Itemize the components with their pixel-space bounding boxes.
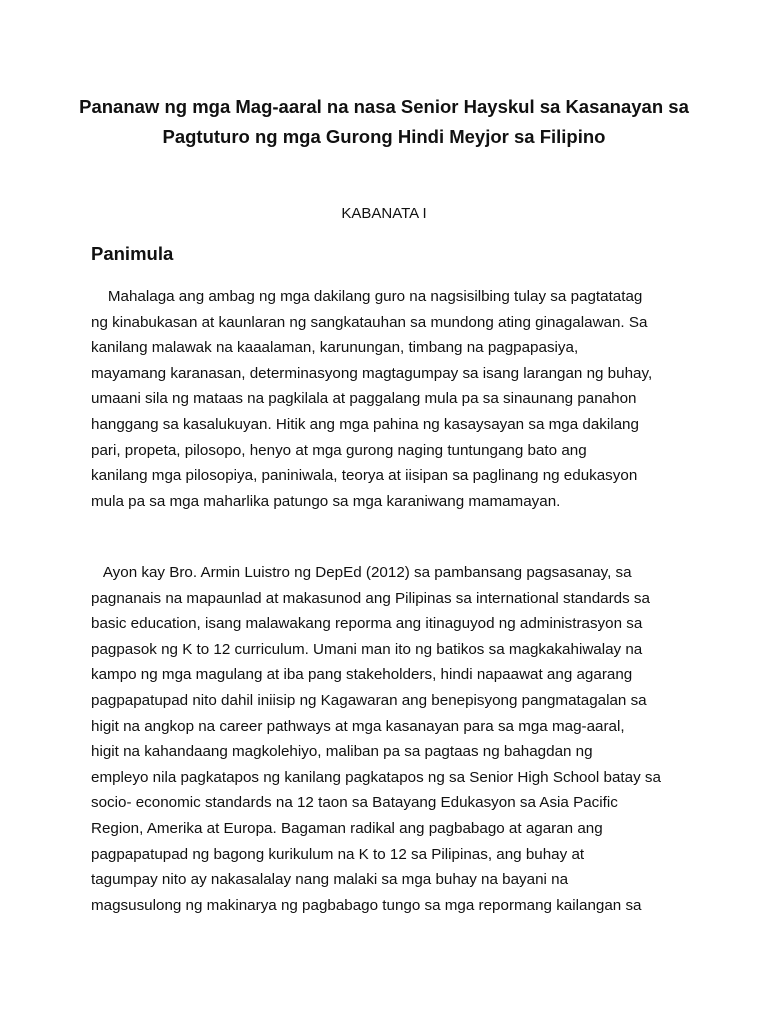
paragraph-line: ng kinabukasan at kaunlaran ng sangkatauhan sa mundong ating ginagalawan. Sa xyxy=(91,313,648,331)
paragraph-line: Mahalaga ang ambag ng mga dakilang guro na nagsisilbing tulay sa pagtatatag xyxy=(91,288,643,305)
document-title xyxy=(60,92,708,152)
paragraph-line: hanggang sa kasalukuyan. Hitik ang mga pahina ng kasaysayan sa mga dakilang xyxy=(91,415,639,433)
paragraph-introduction xyxy=(91,284,691,514)
paragraph-line: Region, Amerika at Europa. Bagaman radikal ang pagbabago at agaran ang xyxy=(91,819,603,837)
paragraph-line: umaani sila ng mataas na pagkilala at paggalang mula pa sa sinaunang panahon xyxy=(91,390,637,408)
paragraph-line: kampo ng mga magulang at iba pang stakeholders, hindi napaawat ang agarang xyxy=(91,666,633,684)
paragraph-line: socio- economic standards na 12 taon sa Batayang Edukasyon sa Asia Pacific xyxy=(91,794,618,812)
paragraph-line: higit na angkop na career pathways at mga kasanayan para sa mga mag-aaral, xyxy=(91,717,625,735)
paragraph-line: kanilang malawak na kaaalaman, karunungan, timbang na pagpapasiya, xyxy=(91,339,579,357)
paragraph-line: mayamang karanasan, determinasyong magtagumpay sa isang larangan ng buhay, xyxy=(91,364,653,382)
paragraph-line: pagpasok ng K to 12 curriculum. Umani man ito ng batikos sa magkakahiwalay na xyxy=(91,640,643,658)
chapter-label: KABANATA I xyxy=(341,205,427,222)
paragraph-k12-reform xyxy=(91,560,691,918)
paragraph-line: pagpapatupad nito dahil iniisip ng Kagawaran ang benepisyong pangmatagalan sa xyxy=(91,691,647,709)
paragraph-line: pagpapatupad ng bagong kurikulum na K to 12 sa Pilipinas, ang buhay at xyxy=(91,845,585,863)
paragraph-line: basic education, isang malawakang reporma ang itinaguyod ng administrasyon sa xyxy=(91,615,643,633)
paragraph-line: kanilang mga pilosopiya, paniniwala, teorya at iisipan sa paglinang ng edukasyon xyxy=(91,467,638,485)
paragraph-line: higit na kahandaang magkolehiyo, maliban pa sa pagtaas ng bahagdan ng xyxy=(91,743,593,761)
paragraph-line: magsusulong ng makinarya ng pagbabago tungo sa mga repormang kailangan sa xyxy=(91,896,642,914)
paragraph-line: empleyo nila pagkatapos ng kanilang pagkatapos ng sa Senior High School batay sa xyxy=(91,768,661,786)
paragraph-line: pagnanais na mapaunlad at makasunod ang Pilipinas sa international standards sa xyxy=(91,589,650,607)
title-line: Pananaw ng mga Mag-aaral na nasa Senior Hayskul sa Kasanayan sa xyxy=(79,96,689,117)
paragraph-line: Ayon kay Bro. Armin Luistro ng DepEd (2012) sa pambansang pagsasanay, sa xyxy=(91,564,632,581)
paragraph-line: tagumpay nito ay nakasalalay nang malaki sa mga buhay na bayani na xyxy=(91,871,569,889)
paragraph-line: pari, propeta, pilosopo, henyo at mga gurong naging tuntungang bato ang xyxy=(91,441,587,459)
title-line: Pagtuturo ng mga Gurong Hindi Meyjor sa Filipino xyxy=(162,126,606,147)
section-heading: Panimula xyxy=(91,243,174,264)
paragraph-line: mula pa sa mga maharlika patungo sa mga karaniwang mamamayan. xyxy=(91,492,561,510)
